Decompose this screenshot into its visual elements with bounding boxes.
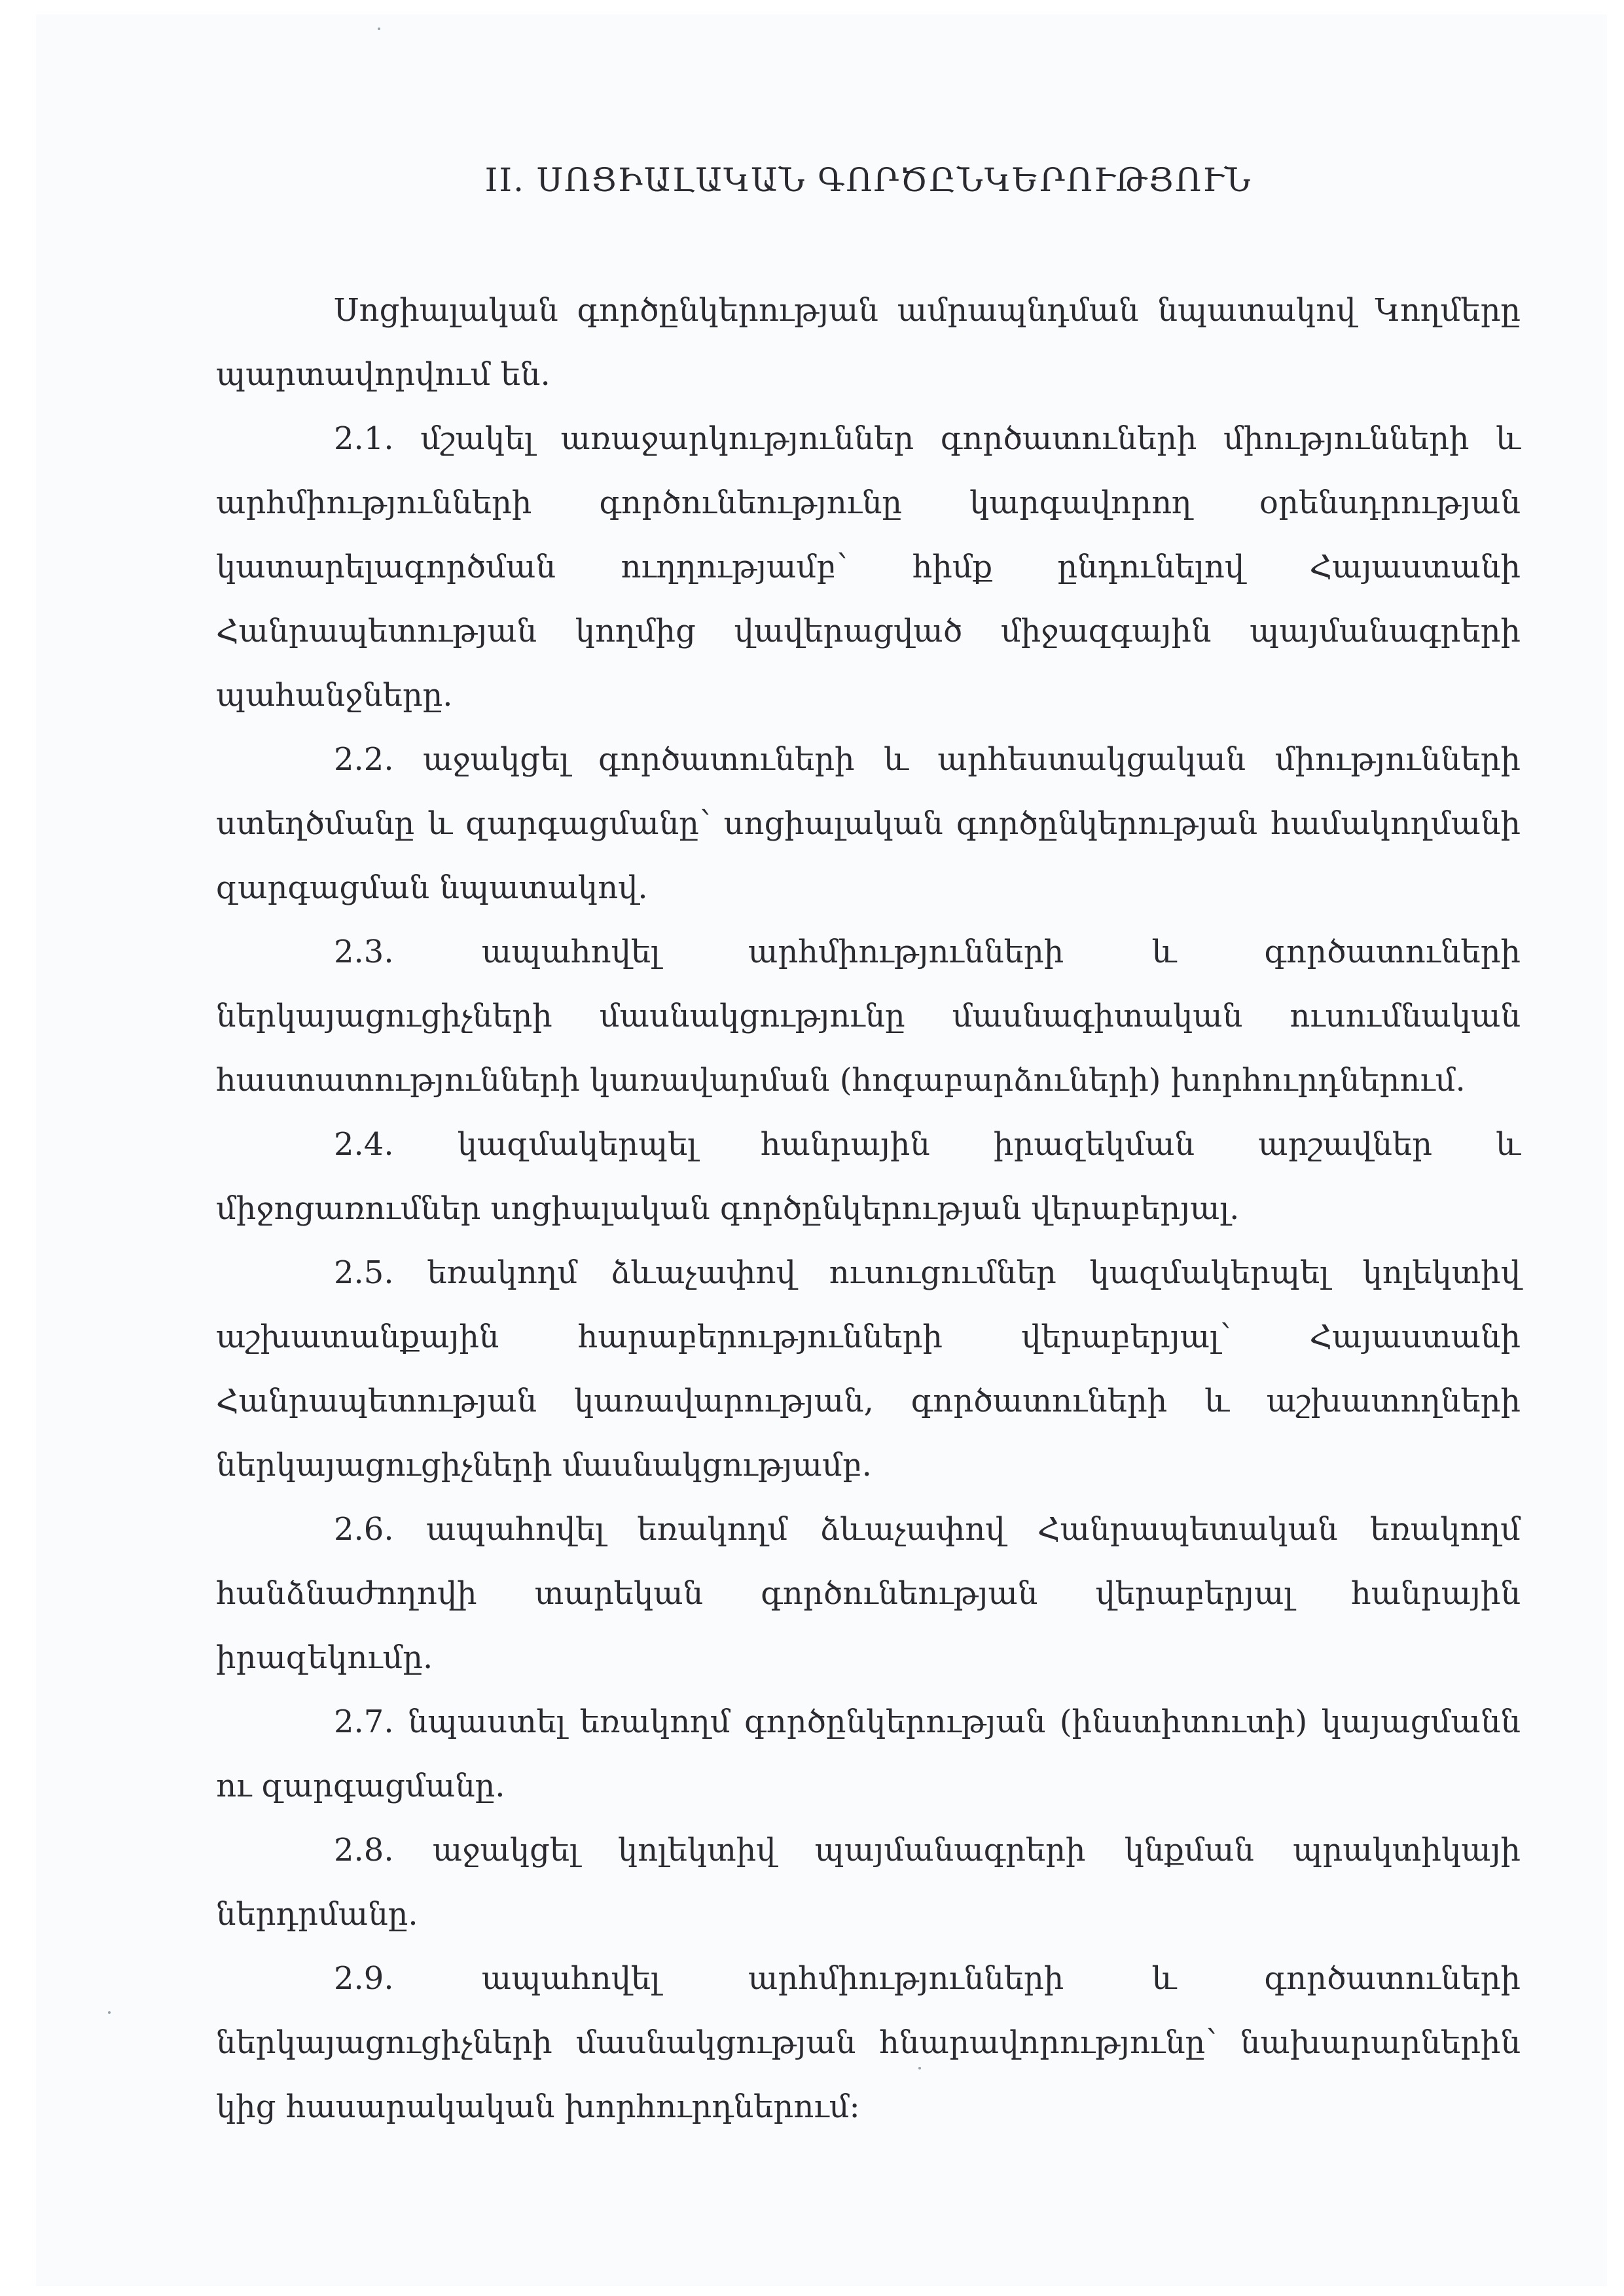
clause-2-1: 2.1. մշակել առաջարկություններ գործատուների միությունների և արհմիությունների գործունեությունը կարգավորող օրենսդրության կատարելագործման ուղղությամբ՝ հիմք ընդունելով Հայաստանի Հանրապետության կողմից վավերացված միջազգային պայմանագրերի պահանջները. — [216, 420, 1521, 714]
clause-2-2: 2.2. աջակցել գործատուների և արհեստակցական միությունների ստեղծմանը և զարգացմանը՝ սոցիալական գործընկերության համակողմանի զարգացման նպատակով. — [216, 741, 1521, 906]
clause-2-4: 2.4. կազմակերպել հանրային իրազեկման արշավներ և միջոցառումներ սոցիալական գործընկերության վերաբերյալ. — [216, 1126, 1521, 1227]
clause-2-7: 2.7. նպաստել եռակողմ գործընկերության (ինստիտուտի) կայացմանն ու զարգացմանը. — [216, 1704, 1521, 1804]
section-title: II. ՍՈՑԻԱԼԱԿԱՆ ԳՈՐԾԸՆԿԵՐՈՒԹՅՈՒՆ — [484, 161, 1252, 199]
scan-speck — [378, 27, 380, 30]
document-body — [216, 147, 1521, 2139]
clause-2-5: 2.5. եռակողմ ձևաչափով ուսուցումներ կազմակերպել կոլեկտիվ աշխատանքային հարաբերությունների վերաբերյալ՝ Հայաստանի Հանրապետության կառավարության, գործատուների և աշխատողների ներկայացուցիչների մասնակցությամբ. — [216, 1254, 1521, 1484]
intro-paragraph: Սոցիալական գործընկերության ամրապնդման նպատակով Կողմերը պարտավորվում են. — [216, 292, 1521, 393]
clause-2-8: 2.8. աջակցել կոլեկտիվ պայմանագրերի կնքման պրակտիկայի ներդրմանը. — [216, 1832, 1521, 1933]
scan-speck — [108, 2011, 111, 2014]
clause-2-9: 2.9. ապահովել արհմիությունների և գործատուների ներկայացուցիչների մասնակցության հնարավորությունը՝ նախարարներին կից հասարակական խորհուրդներում: — [216, 1960, 1521, 2125]
clause-2-6: 2.6. ապահովել եռակողմ ձևաչափով Հանրապետական եռակողմ հանձնաժողովի տարեկան գործունեության վերաբերյալ հանրային իրազեկումը. — [216, 1511, 1521, 1676]
clause-2-3: 2.3. ապահովել արհմիությունների և գործատուների ներկայացուցիչների մասնակցությունը մասնագիտական ուսումնական հաստատությունների կառավարման (հոգաբարձուների) խորհուրդներում. — [216, 934, 1521, 1099]
